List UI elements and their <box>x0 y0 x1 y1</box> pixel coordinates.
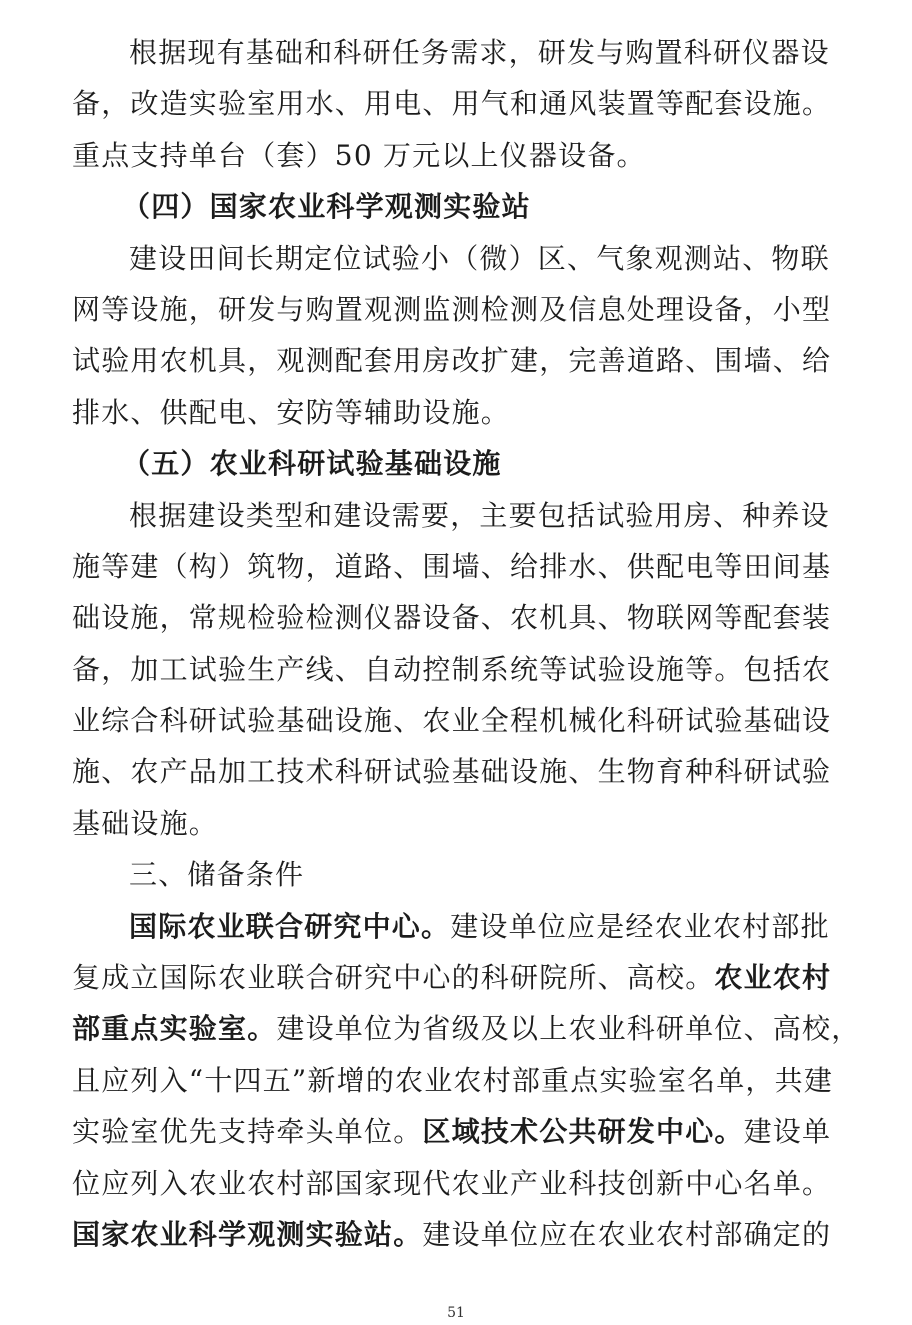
body-line: 施等建（构）筑物，道路、围墙、给排水、供配电等田间基 <box>72 549 832 583</box>
body-text: 建设单位应在农业农村部确定的 <box>422 1217 832 1251</box>
document-page <box>72 27 861 1260</box>
body-text: 建设单位应是经农业农村部批 <box>450 909 830 943</box>
body-line: 业综合科研试验基础设施、农业全程机械化科研试验基础设 <box>72 704 832 738</box>
body-text: 实验室优先支持牵头单位。 <box>72 1115 423 1149</box>
body-line: 基础设施。 <box>72 806 219 840</box>
body-line: 重点支持单台（套）50 万元以上仪器设备。 <box>72 138 646 172</box>
section-heading-4: （四）国家农业科学观测实验站 <box>122 190 531 224</box>
page-number: 51 <box>447 1305 465 1321</box>
body-line: 位应列入农业农村部国家现代农业产业科技创新中心名单。 <box>72 1166 832 1200</box>
body-line: 且应列入“十四五”新增的农业农村部重点实验室名单，共建 <box>72 1063 834 1097</box>
body-line <box>72 952 832 1003</box>
body-line <box>72 1209 832 1260</box>
term-bold: 农业农村 <box>714 961 832 995</box>
body-line: 网等设施，研发与购置观测监测检测及信息处理设备，小型 <box>72 292 832 326</box>
body-line: 施、农产品加工技术科研试验基础设施、生物育种科研试验 <box>72 755 832 789</box>
body-line: 排水、供配电、安防等辅助设施。 <box>72 395 511 429</box>
body-line <box>72 1106 832 1157</box>
body-line: 础设施，常规检验检测仪器设备、农机具、物联网等配套装 <box>72 601 832 635</box>
body-text: 建设单位为省级及以上农业科研单位、高校， <box>276 1012 861 1046</box>
term-bold: 区域技术公共研发中心。 <box>422 1115 744 1149</box>
body-line: 根据现有基础和科研任务需求，研发与购置科研仪器设 <box>129 36 830 69</box>
body-line: 试验用农机具，观测配套用房改扩建，完善道路、围墙、给 <box>72 344 832 378</box>
body-line <box>72 901 828 952</box>
body-line: 备，加工试验生产线、自动控制系统等试验设施等。包括农 <box>72 652 832 686</box>
chapter-heading-3: 三、储备条件 <box>129 858 305 892</box>
body-line: 根据建设类型和建设需要，主要包括试验用房、种养设 <box>129 498 830 532</box>
section-heading-5: （五）农业科研试验基础设施 <box>122 447 502 481</box>
term-bold: 国际农业联合研究中心。 <box>129 909 451 943</box>
term-bold: 国家农业科学观测实验站。 <box>72 1217 423 1251</box>
body-text: 复成立国际农业联合研究中心的科研院所、高校。 <box>72 961 715 995</box>
body-line: 建设田间长期定位试验小（微）区、气象观测站、物联 <box>129 241 830 275</box>
term-bold: 部重点实验室。 <box>72 1012 277 1046</box>
body-line <box>72 1003 861 1054</box>
body-line: 备，改造实验室用水、用电、用气和通风装置等配套设施。 <box>72 87 832 121</box>
body-text: 建设单 <box>743 1115 832 1149</box>
